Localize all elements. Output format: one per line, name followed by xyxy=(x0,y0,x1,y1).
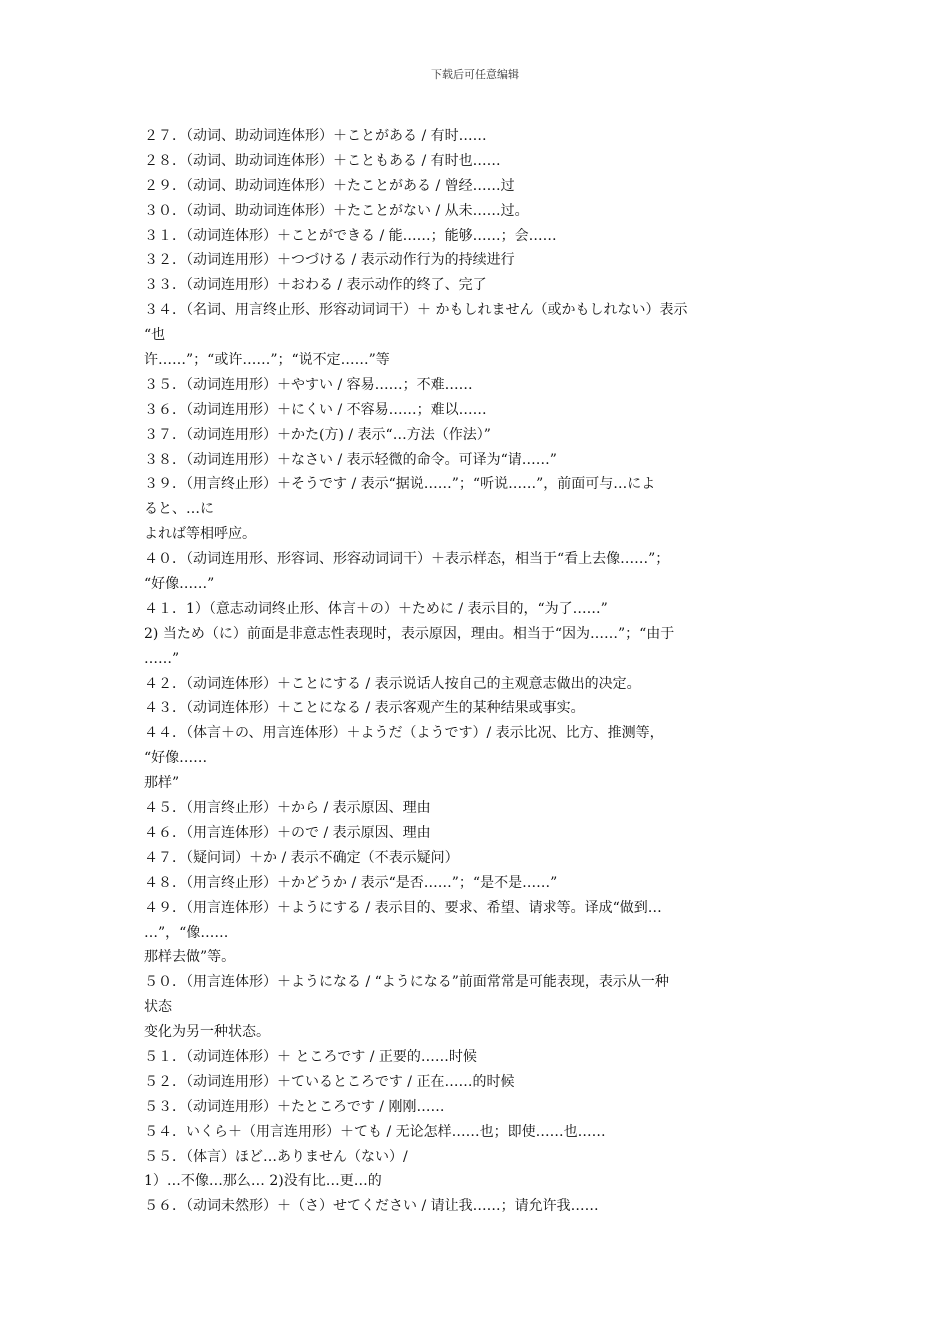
text-line: 许……”；“或许……”；“说不定……”等 xyxy=(144,352,390,369)
text-line: ４９．（用言连体形）＋ようにする / 表示目的、要求、希望、请求等。译成“做到… xyxy=(144,899,662,916)
text-line: ４４．（体言＋の、用言连体形）＋ようだ（ようです）/ 表示比况、比方、推测等， xyxy=(144,725,664,742)
text-line: ４５．（用言终止形）＋から / 表示原因、理由 xyxy=(144,800,431,817)
page-header: 下载后可任意编辑 xyxy=(431,68,519,81)
text-line: ３５．（动词连用形）＋やすい / 容易……；不难…… xyxy=(144,376,473,393)
text-line: 1）…不像…那么… 2)没有比…更…的 xyxy=(144,1173,382,1190)
text-line: ３７．（动词连用形）＋かた(方) / 表示“…方法（作法）” xyxy=(144,426,491,443)
text-line: ５０．（用言连体形）＋ようになる / “ようになる”前面常常是可能表现，表示从一种 xyxy=(144,974,669,991)
text-line: ３６．（动词连用形）＋にくい / 不容易……；难以…… xyxy=(144,401,487,418)
text-line: “好像……” xyxy=(144,576,215,593)
text-line: ３１．（动词连体形）＋ことができる / 能……；能够……；会…… xyxy=(144,227,557,244)
text-line: “好像…… xyxy=(144,750,208,767)
text-line: 2) 当ため（に）前面是非意志性表现时，表示原因，理由。相当于“因为……”；“由于 xyxy=(144,625,675,642)
text-line: ４３．（动词连体形）＋ことになる / 表示客观产生的某种结果或事实。 xyxy=(144,700,585,717)
document-body xyxy=(144,124,812,1219)
text-line: “也 xyxy=(144,327,166,344)
text-line: ５２．（动词连用形）＋ているところです / 正在……的时候 xyxy=(144,1073,515,1090)
text-line: 那样去做”等。 xyxy=(144,949,236,966)
text-line: ３２．（动词连用形）＋つづける / 表示动作行为的持续进行 xyxy=(144,252,515,269)
text-line: ３８．（动词连用形）＋なさい / 表示轻微的命令。可译为“请……” xyxy=(144,451,557,468)
text-line: ５１．（动词连体形）＋ ところです / 正要的……时候 xyxy=(144,1048,477,1065)
text-line: ４１．1）（意志动词终止形、体言＋の）＋ために / 表示目的，“为了……” xyxy=(144,600,608,617)
text-line: …”，“像…… xyxy=(144,924,229,941)
text-line: ４０．（动词连用形、形容词、形容动词词干）＋表示样态，相当于“看上去像……”； xyxy=(144,551,670,568)
text-line: ２９．（动词、助动词连体形）＋たことがある / 曾经……过 xyxy=(144,177,515,194)
text-line: ５５．（体言）ほど…ありません（ない）/ xyxy=(144,1148,408,1165)
text-line: 变化为另一种状态。 xyxy=(144,1024,270,1041)
text-line: ５４．いくら＋（用言连用形）＋ても / 无论怎样……也；即使……也…… xyxy=(144,1123,606,1140)
text-line: ２７．（动词、助动词连体形）＋ことがある / 有时…… xyxy=(144,128,487,144)
text-line: ４２．（动词连体形）＋ことにする / 表示说话人按自己的主观意志做出的决定。 xyxy=(144,675,641,692)
text-line: ４７．（疑问词）＋か / 表示不确定（不表示疑问） xyxy=(144,849,459,866)
text-line: ３４．（名词、用言终止形、形容动词词干）＋ かもしれません（或かもしれない）表示 xyxy=(144,302,688,319)
text-line: ５３．（动词连用形）＋たところです / 刚刚…… xyxy=(144,1098,445,1115)
text-line: よれば等相呼应。 xyxy=(144,526,256,543)
text-line: ５６．（动词未然形）＋（さ）せてください / 请让我……；请允许我…… xyxy=(144,1198,599,1215)
text-line: ４６．（用言连体形）＋ので / 表示原因、理由 xyxy=(144,824,431,841)
text-line: ……” xyxy=(144,650,180,667)
text-line: ３０．（动词、助动词连体形）＋たことがない / 从未……过。 xyxy=(144,202,529,219)
text-line: ３９．（用言终止形）＋そうです / 表示“据说……”；“听说……”，前面可与…によ xyxy=(144,476,656,493)
text-line: 那样” xyxy=(144,775,180,792)
text-line: 状态 xyxy=(144,999,172,1016)
text-line: ４８．（用言终止形）＋かどうか / 表示“是否……”；“是不是……” xyxy=(144,874,558,891)
text-line: ２８．（动词、助动词连体形）＋こともある / 有时也…… xyxy=(144,152,501,169)
text-line: ると、…に xyxy=(144,501,214,518)
text-line: ３３．（动词连用形）＋おわる / 表示动作的终了、完了 xyxy=(144,277,487,294)
